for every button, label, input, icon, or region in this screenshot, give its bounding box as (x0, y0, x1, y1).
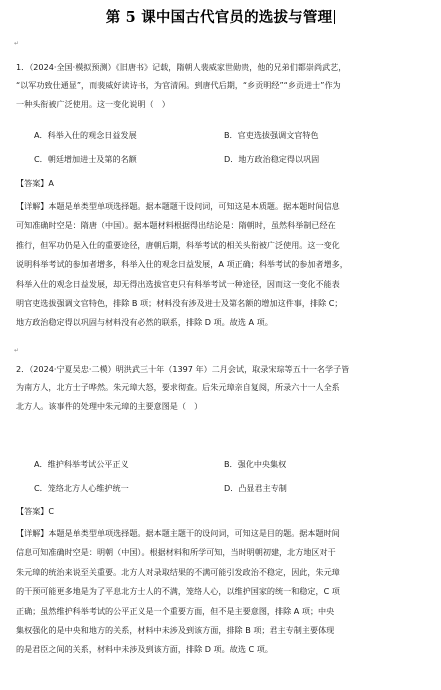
option-c[interactable]: C．朝廷增加进士及第的名额 (34, 154, 137, 164)
explanation-line: 科举入仕的观念日益发展，却无得出选拔官吏只有科举考试一种途径，因而这一变化不能表 (16, 278, 340, 289)
explanation-line: 说明科举考试的参加者增多，科举入仕的观念日益发展，A 项正确；科举考试的参加者增多， (16, 259, 348, 270)
explanation-line: 推行，但军功仍是入仕的重要途径，唐朝后期，科举考试的相关头衔被广泛使用。这一变化 (16, 239, 340, 250)
option-a[interactable]: A．维护科举考试公平正义 (34, 459, 129, 469)
explanation-line: 【详解】本题是单类型单项选择题。据本题题干设问词，可知这是本质题。据本题时间信息 (16, 201, 340, 211)
explanation-line: 可知准确时空是：隋唐（中国）。据本题材料根据得出结论是：隋朝时，虽然科举制已经在 (16, 220, 336, 231)
explanation-line: 的干预可能更多地是为了平息北方士人的不满，笼络人心，以维护国家的统一和稳定，C 项 (16, 586, 340, 597)
explanation-line: 信息可知准确时空是：明朝（中国）。根据材料和所学可知，当时明朝初建，北方地区对于 (16, 547, 336, 558)
option-b[interactable]: B．官吏选拔强调文官特色 (224, 130, 319, 140)
explanation-line: 【详解】本题是单类型单项选择题。据本题主题干的设问词，可知这是目的题。据本题时间 (16, 528, 340, 538)
explanation-line: 的是君臣之间的关系，材料中未涉及到该方面，排除 D 项。故选 C 项。 (16, 644, 273, 655)
page-title: 第 5 课中国古代官员的选拔与管理 (0, 6, 441, 27)
question-1-options (34, 130, 434, 178)
question-2-stem-line: 为南方人，北方士子哗然。朱元璋大怒，要求彻查。后朱元璋亲自复阅，所录六十一人全系 (16, 382, 340, 393)
option-d[interactable]: D．地方政治稳定得以巩固 (224, 154, 320, 164)
paragraph-mark: ↵ (14, 40, 20, 47)
question-2-options (34, 459, 434, 507)
option-b[interactable]: B．强化中央集权 (224, 459, 287, 469)
text-cursor (334, 10, 335, 24)
question-1-explanation (16, 197, 434, 333)
explanation-line: 明官吏选拔强调文官特色，排除 B 项；材料没有涉及进士及第名额的增加这件事，排除 C； (16, 298, 343, 309)
question-2-stem (16, 360, 431, 415)
question-1-stem-line: 1．（2024·全国·模拟预测）《旧唐书》记载，隋朝人裴威家世勋贵，他的兄弟们都崇尚武艺， (16, 62, 347, 72)
paragraph-mark: ↵ (14, 347, 20, 354)
explanation-line: 朱元璋的统治来说至关重要。北方人对录取结果的不满可能引发政治不稳定，因此，朱元璋 (16, 566, 340, 577)
question-1-stem (16, 58, 431, 113)
question-1-stem-line: “以军功致仕通显”，而裴威好读诗书，为官清闲。到唐代后期，“乡贡明经”“乡贡进士”作为 (16, 80, 341, 91)
explanation-line: 正确；虽然维护科举考试的公平正义是一个重要方面，但不是主要意图，排除 A 项；中央 (16, 605, 335, 616)
explanation-line: 地方政治稳定得以巩固与材料没有必然的联系，排除 D 项。故选 A 项。 (16, 317, 273, 328)
question-1-answer: 【答案】A (16, 178, 54, 188)
option-c[interactable]: C．笼络北方人心维护统一 (34, 483, 129, 493)
question-1-stem-line: 一种头衔被广泛使用。这一变化说明（ ） (16, 98, 170, 109)
option-d[interactable]: D．凸显君主专制 (224, 483, 287, 493)
explanation-line: 集权强化的是中央和地方的关系，材料中未涉及到该方面，排除 B 项；君主专制主要体现 (16, 625, 335, 636)
option-a[interactable]: A．科举入仕的观念日益发展 (34, 130, 137, 140)
question-2-answer: 【答案】C (16, 506, 55, 516)
question-2-stem-line: 北方人。该事件的处理中朱元璋的主要意图是（ ） (16, 400, 203, 411)
question-2-explanation (16, 524, 434, 660)
question-2-stem-line: 2．（2024·宁夏吴忠·二模）明洪武三十年（1397 年）二月会试，取录宋琮等五十一名学子皆 (16, 364, 350, 374)
